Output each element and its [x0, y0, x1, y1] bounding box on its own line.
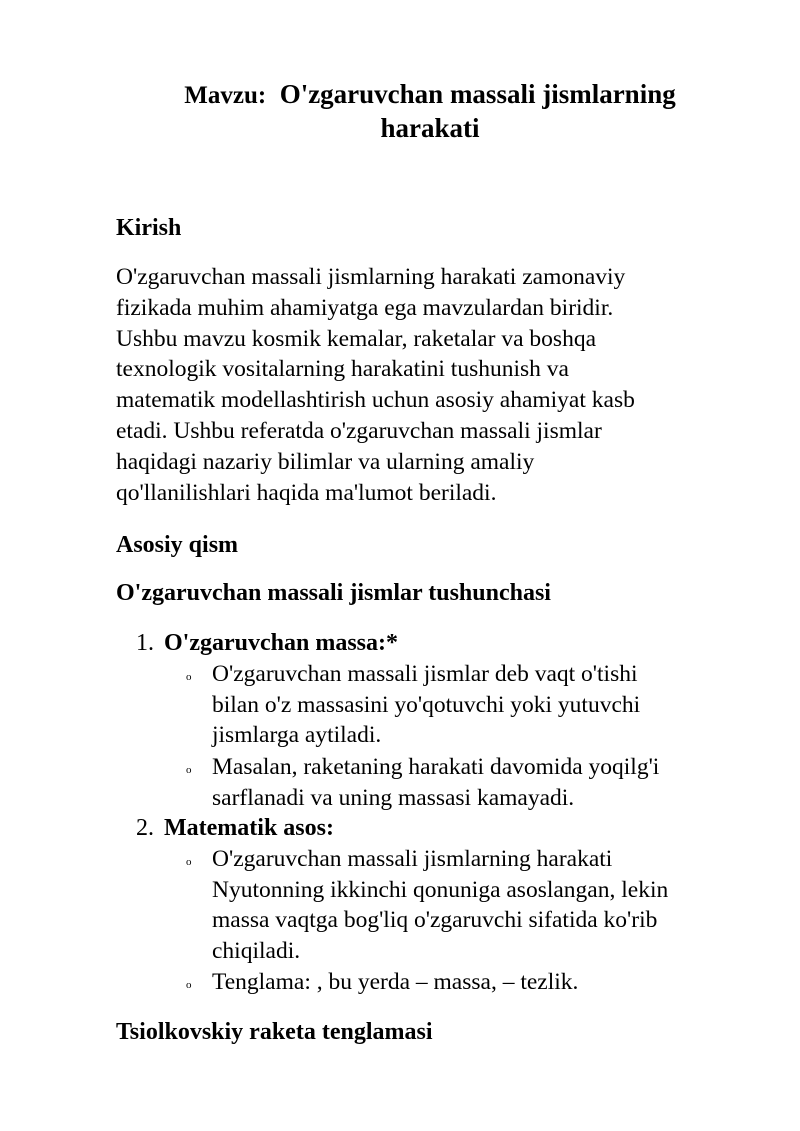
title-prefix: Mavzu:	[184, 82, 267, 109]
list-bullet	[186, 967, 746, 998]
concept-heading: O'zgaruvchan massali jismlar tushunchasi	[116, 580, 551, 606]
bullet-line: sarflanadi va uning massasi kamayadi.	[212, 784, 575, 811]
rocket-equation-heading: Tsiolkovskiy raketa tenglamasi	[116, 1019, 433, 1045]
list-item	[136, 813, 334, 843]
main-heading: Asosiy qism	[116, 532, 239, 558]
bullet-marker: o	[186, 979, 192, 991]
intro-line: etadi. Ushbu referatda o'zgaruvchan massali jismlar	[116, 417, 602, 444]
intro-line: matematik modellashtirish uchun asosiy ahamiyat kasb	[116, 387, 635, 414]
bullet-line: Masalan, raketaning harakati davomida yoqilg'i	[212, 754, 660, 780]
bullet-marker: o	[186, 764, 192, 776]
intro-line: fizikada muhim ahamiyatga ega mavzulardan biridir.	[116, 294, 614, 321]
list-number: 2.	[136, 815, 154, 841]
bullet-line: O'zgaruvchan massali jismlarning harakati	[212, 846, 613, 872]
bullet-line: bilan o'z massasini yo'qotuvchi yoki yutuvchi	[212, 691, 641, 718]
list-bullet	[186, 844, 746, 966]
bullet-marker: o	[186, 856, 192, 868]
document-title	[150, 78, 710, 145]
list-label: O'zgaruvchan massa:*	[164, 630, 398, 656]
bullet-marker: o	[186, 671, 192, 683]
bullet-line: chiqiladi.	[212, 937, 301, 964]
list-bullet	[186, 752, 746, 813]
intro-line: haqidagi nazariy bilimlar va ularning amaliy	[116, 448, 535, 475]
bullet-line: massa vaqtga bog'liq o'zgaruvchi sifatida ko'rib	[212, 907, 658, 933]
bullet-line: Nyutonning ikkinchi qonuniga asoslangan, lekin	[212, 876, 669, 903]
list-item	[136, 628, 398, 658]
intro-line: qo'llanilishlari haqida ma'lumot beriladi.	[116, 479, 497, 506]
title-line-1	[150, 78, 710, 112]
list-number: 1.	[136, 630, 154, 656]
bullet-line: O'zgaruvchan massali jismlar deb vaqt o'tishi	[212, 661, 638, 687]
title-text-1: O'zgaruvchan massali jismlarning	[279, 79, 676, 109]
title-line-2: harakati	[380, 113, 480, 143]
intro-heading: Kirish	[116, 215, 182, 241]
bullet-line: jismlarga aytiladi.	[212, 722, 382, 748]
intro-line: texnologik vositalarning harakatini tushunish va	[116, 356, 569, 383]
list-bullet	[186, 659, 746, 751]
bullet-line: Tenglama: , bu yerda – massa, – tezlik.	[212, 969, 579, 995]
intro-line: Ushbu mavzu kosmik kemalar, raketalar va boshqa	[116, 325, 597, 352]
intro-line: O'zgaruvchan massali jismlarning harakati zamonaviy	[116, 264, 626, 290]
list-label: Matematik asos:	[164, 815, 334, 841]
intro-paragraph	[116, 262, 716, 508]
